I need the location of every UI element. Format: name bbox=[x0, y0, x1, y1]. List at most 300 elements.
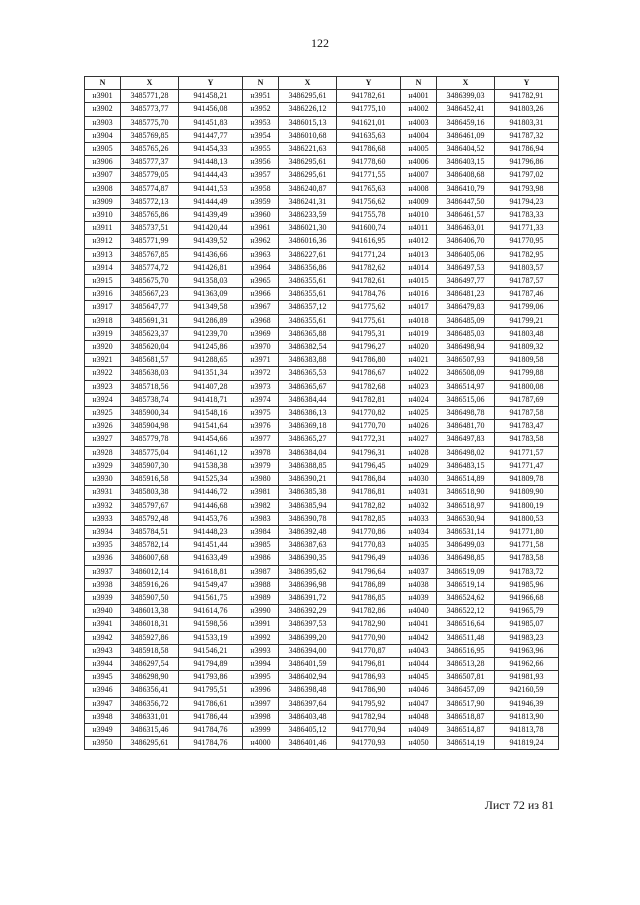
x-coordinate-cell: 3486388,85 bbox=[279, 459, 337, 472]
point-id-cell: н3954 bbox=[243, 129, 279, 142]
y-coordinate-cell: 941795,51 bbox=[179, 684, 243, 697]
coordinates-table bbox=[84, 76, 559, 750]
y-coordinate-cell: 941771,55 bbox=[337, 169, 401, 182]
y-coordinate-cell: 941765,63 bbox=[337, 182, 401, 195]
point-id-cell: н3903 bbox=[85, 116, 121, 129]
x-coordinate-cell: 3486404,52 bbox=[437, 143, 495, 156]
point-id-cell: н4041 bbox=[401, 618, 437, 631]
y-coordinate-cell: 941444,49 bbox=[179, 195, 243, 208]
y-coordinate-cell: 941799,88 bbox=[495, 367, 559, 380]
point-id-cell: н3947 bbox=[85, 697, 121, 710]
y-coordinate-cell: 941525,34 bbox=[179, 473, 243, 486]
point-id-cell: н3942 bbox=[85, 631, 121, 644]
column-header: N bbox=[243, 77, 279, 90]
point-id-cell: н3966 bbox=[243, 288, 279, 301]
x-coordinate-cell: 3486479,83 bbox=[437, 301, 495, 314]
table-row bbox=[85, 591, 559, 604]
point-id-cell: н4033 bbox=[401, 512, 437, 525]
point-id-cell: н3926 bbox=[85, 420, 121, 433]
column-header: N bbox=[401, 77, 437, 90]
x-coordinate-cell: 3485916,58 bbox=[121, 473, 179, 486]
y-coordinate-cell: 941946,39 bbox=[495, 697, 559, 710]
y-coordinate-cell: 941795,31 bbox=[337, 327, 401, 340]
x-coordinate-cell: 3486402,94 bbox=[279, 671, 337, 684]
y-coordinate-cell: 941782,86 bbox=[337, 605, 401, 618]
y-coordinate-cell: 941782,68 bbox=[337, 380, 401, 393]
y-coordinate-cell: 941618,81 bbox=[179, 565, 243, 578]
x-coordinate-cell: 3485765,26 bbox=[121, 143, 179, 156]
y-coordinate-cell: 941533,19 bbox=[179, 631, 243, 644]
point-id-cell: н4014 bbox=[401, 261, 437, 274]
point-id-cell: н4022 bbox=[401, 367, 437, 380]
x-coordinate-cell: 3486397,53 bbox=[279, 618, 337, 631]
y-coordinate-cell: 941426,81 bbox=[179, 261, 243, 274]
x-coordinate-cell: 3486399,03 bbox=[437, 90, 495, 103]
point-id-cell: н3941 bbox=[85, 618, 121, 631]
point-id-cell: н4010 bbox=[401, 209, 437, 222]
point-id-cell: н3995 bbox=[243, 671, 279, 684]
y-coordinate-cell: 941782,61 bbox=[337, 90, 401, 103]
y-coordinate-cell: 941453,76 bbox=[179, 512, 243, 525]
y-coordinate-cell: 941782,90 bbox=[337, 618, 401, 631]
point-id-cell: н4027 bbox=[401, 433, 437, 446]
point-id-cell: н3935 bbox=[85, 539, 121, 552]
point-id-cell: н3914 bbox=[85, 261, 121, 274]
point-id-cell: н3943 bbox=[85, 644, 121, 657]
y-coordinate-cell: 941454,66 bbox=[179, 433, 243, 446]
y-coordinate-cell: 941799,06 bbox=[495, 301, 559, 314]
x-coordinate-cell: 3485918,58 bbox=[121, 644, 179, 657]
x-coordinate-cell: 3486522,12 bbox=[437, 605, 495, 618]
table-row bbox=[85, 90, 559, 103]
y-coordinate-cell: 941782,61 bbox=[337, 275, 401, 288]
x-coordinate-cell: 3485907,50 bbox=[121, 591, 179, 604]
y-coordinate-cell: 941786,94 bbox=[495, 143, 559, 156]
y-coordinate-cell: 941803,26 bbox=[495, 103, 559, 116]
x-coordinate-cell: 3486390,78 bbox=[279, 512, 337, 525]
point-id-cell: н4036 bbox=[401, 552, 437, 565]
point-id-cell: н3984 bbox=[243, 525, 279, 538]
y-coordinate-cell: 942160,59 bbox=[495, 684, 559, 697]
point-id-cell: н3913 bbox=[85, 248, 121, 261]
x-coordinate-cell: 3486517,90 bbox=[437, 697, 495, 710]
x-coordinate-cell: 3486519,14 bbox=[437, 578, 495, 591]
x-coordinate-cell: 3486452,41 bbox=[437, 103, 495, 116]
point-id-cell: н4048 bbox=[401, 710, 437, 723]
table-row bbox=[85, 235, 559, 248]
table-header-row bbox=[85, 77, 559, 90]
point-id-cell: н4017 bbox=[401, 301, 437, 314]
y-coordinate-cell: 941783,58 bbox=[495, 552, 559, 565]
x-coordinate-cell: 3486394,00 bbox=[279, 644, 337, 657]
x-coordinate-cell: 3486516,95 bbox=[437, 644, 495, 657]
x-coordinate-cell: 3485691,31 bbox=[121, 314, 179, 327]
point-id-cell: н4019 bbox=[401, 327, 437, 340]
point-id-cell: н4005 bbox=[401, 143, 437, 156]
x-coordinate-cell: 3486497,53 bbox=[437, 261, 495, 274]
x-coordinate-cell: 3486497,83 bbox=[437, 433, 495, 446]
point-id-cell: н3945 bbox=[85, 671, 121, 684]
y-coordinate-cell: 941796,81 bbox=[337, 657, 401, 670]
point-id-cell: н3922 bbox=[85, 367, 121, 380]
point-id-cell: н4040 bbox=[401, 605, 437, 618]
point-id-cell: н3910 bbox=[85, 209, 121, 222]
y-coordinate-cell: 941797,02 bbox=[495, 169, 559, 182]
point-id-cell: н3917 bbox=[85, 301, 121, 314]
y-coordinate-cell: 941786,68 bbox=[337, 143, 401, 156]
x-coordinate-cell: 3486399,20 bbox=[279, 631, 337, 644]
point-id-cell: н3956 bbox=[243, 156, 279, 169]
y-coordinate-cell: 941983,23 bbox=[495, 631, 559, 644]
y-coordinate-cell: 941778,60 bbox=[337, 156, 401, 169]
point-id-cell: н4026 bbox=[401, 420, 437, 433]
y-coordinate-cell: 941796,49 bbox=[337, 552, 401, 565]
x-coordinate-cell: 3485916,26 bbox=[121, 578, 179, 591]
x-coordinate-cell: 3486518,97 bbox=[437, 499, 495, 512]
x-coordinate-cell: 3485775,70 bbox=[121, 116, 179, 129]
x-coordinate-cell: 3486012,14 bbox=[121, 565, 179, 578]
point-id-cell: н3999 bbox=[243, 723, 279, 736]
x-coordinate-cell: 3486365,27 bbox=[279, 433, 337, 446]
point-id-cell: н3971 bbox=[243, 354, 279, 367]
point-id-cell: н3965 bbox=[243, 275, 279, 288]
x-coordinate-cell: 3486241,31 bbox=[279, 195, 337, 208]
x-coordinate-cell: 3486357,12 bbox=[279, 301, 337, 314]
point-id-cell: н3969 bbox=[243, 327, 279, 340]
x-coordinate-cell: 3486395,62 bbox=[279, 565, 337, 578]
x-coordinate-cell: 3486221,63 bbox=[279, 143, 337, 156]
table-row bbox=[85, 684, 559, 697]
x-coordinate-cell: 3486387,63 bbox=[279, 539, 337, 552]
x-coordinate-cell: 3485779,78 bbox=[121, 433, 179, 446]
x-coordinate-cell: 3485772,13 bbox=[121, 195, 179, 208]
x-coordinate-cell: 3485738,74 bbox=[121, 393, 179, 406]
point-id-cell: н4021 bbox=[401, 354, 437, 367]
x-coordinate-cell: 3486514,89 bbox=[437, 473, 495, 486]
x-coordinate-cell: 3485681,57 bbox=[121, 354, 179, 367]
y-coordinate-cell: 941770,83 bbox=[337, 539, 401, 552]
x-coordinate-cell: 3486514,87 bbox=[437, 723, 495, 736]
y-coordinate-cell: 941770,86 bbox=[337, 525, 401, 538]
y-coordinate-cell: 941800,19 bbox=[495, 499, 559, 512]
point-id-cell: н4013 bbox=[401, 248, 437, 261]
table-row bbox=[85, 116, 559, 129]
point-id-cell: н3980 bbox=[243, 473, 279, 486]
y-coordinate-cell: 941784,76 bbox=[179, 737, 243, 750]
y-coordinate-cell: 941548,16 bbox=[179, 407, 243, 420]
point-id-cell: н4015 bbox=[401, 275, 437, 288]
y-coordinate-cell: 941454,33 bbox=[179, 143, 243, 156]
x-coordinate-cell: 3485784,51 bbox=[121, 525, 179, 538]
y-coordinate-cell: 941444,43 bbox=[179, 169, 243, 182]
x-coordinate-cell: 3485769,85 bbox=[121, 129, 179, 142]
table-row bbox=[85, 327, 559, 340]
point-id-cell: н3920 bbox=[85, 341, 121, 354]
x-coordinate-cell: 3486463,01 bbox=[437, 222, 495, 235]
point-id-cell: н3950 bbox=[85, 737, 121, 750]
y-coordinate-cell: 941783,33 bbox=[495, 209, 559, 222]
x-coordinate-cell: 3485647,77 bbox=[121, 301, 179, 314]
point-id-cell: н3940 bbox=[85, 605, 121, 618]
x-coordinate-cell: 3485777,37 bbox=[121, 156, 179, 169]
x-coordinate-cell: 3486010,68 bbox=[279, 129, 337, 142]
x-coordinate-cell: 3486524,62 bbox=[437, 591, 495, 604]
x-coordinate-cell: 3486397,64 bbox=[279, 697, 337, 710]
point-id-cell: н3988 bbox=[243, 578, 279, 591]
y-coordinate-cell: 941786,61 bbox=[179, 697, 243, 710]
y-coordinate-cell: 941541,64 bbox=[179, 420, 243, 433]
x-coordinate-cell: 3486513,28 bbox=[437, 657, 495, 670]
point-id-cell: н3905 bbox=[85, 143, 121, 156]
point-id-cell: н3948 bbox=[85, 710, 121, 723]
y-coordinate-cell: 941451,44 bbox=[179, 539, 243, 552]
y-coordinate-cell: 941803,31 bbox=[495, 116, 559, 129]
y-coordinate-cell: 941787,58 bbox=[495, 407, 559, 420]
x-coordinate-cell: 3486295,61 bbox=[279, 90, 337, 103]
y-coordinate-cell: 941770,94 bbox=[337, 723, 401, 736]
point-id-cell: н4037 bbox=[401, 565, 437, 578]
y-coordinate-cell: 941787,32 bbox=[495, 129, 559, 142]
x-coordinate-cell: 3485771,28 bbox=[121, 90, 179, 103]
point-id-cell: н3934 bbox=[85, 525, 121, 538]
y-coordinate-cell: 941771,80 bbox=[495, 525, 559, 538]
y-coordinate-cell: 941793,86 bbox=[179, 671, 243, 684]
point-id-cell: н4029 bbox=[401, 459, 437, 472]
y-coordinate-cell: 941358,03 bbox=[179, 275, 243, 288]
x-coordinate-cell: 3486447,50 bbox=[437, 195, 495, 208]
table-row bbox=[85, 657, 559, 670]
point-id-cell: н3978 bbox=[243, 446, 279, 459]
point-id-cell: н3959 bbox=[243, 195, 279, 208]
y-coordinate-cell: 941635,63 bbox=[337, 129, 401, 142]
y-coordinate-cell: 941288,65 bbox=[179, 354, 243, 367]
y-coordinate-cell: 941616,95 bbox=[337, 235, 401, 248]
point-id-cell: н3993 bbox=[243, 644, 279, 657]
table-row bbox=[85, 195, 559, 208]
y-coordinate-cell: 941756,62 bbox=[337, 195, 401, 208]
x-coordinate-cell: 3485737,51 bbox=[121, 222, 179, 235]
y-coordinate-cell: 941796,64 bbox=[337, 565, 401, 578]
point-id-cell: н3923 bbox=[85, 380, 121, 393]
y-coordinate-cell: 941598,56 bbox=[179, 618, 243, 631]
point-id-cell: н3937 bbox=[85, 565, 121, 578]
y-coordinate-cell: 941819,24 bbox=[495, 737, 559, 750]
x-coordinate-cell: 3486298,90 bbox=[121, 671, 179, 684]
y-coordinate-cell: 941786,67 bbox=[337, 367, 401, 380]
table-row bbox=[85, 710, 559, 723]
table-row bbox=[85, 182, 559, 195]
point-id-cell: н3996 bbox=[243, 684, 279, 697]
x-coordinate-cell: 3486518,90 bbox=[437, 486, 495, 499]
y-coordinate-cell: 941796,86 bbox=[495, 156, 559, 169]
y-coordinate-cell: 941633,49 bbox=[179, 552, 243, 565]
x-coordinate-cell: 3485904,98 bbox=[121, 420, 179, 433]
table-row bbox=[85, 697, 559, 710]
y-coordinate-cell: 941786,80 bbox=[337, 354, 401, 367]
point-id-cell: н4006 bbox=[401, 156, 437, 169]
point-id-cell: н3958 bbox=[243, 182, 279, 195]
table-row bbox=[85, 605, 559, 618]
column-header: X bbox=[437, 77, 495, 90]
x-coordinate-cell: 3486507,93 bbox=[437, 354, 495, 367]
y-coordinate-cell: 941783,72 bbox=[495, 565, 559, 578]
y-coordinate-cell: 941784,76 bbox=[179, 723, 243, 736]
x-coordinate-cell: 3486384,04 bbox=[279, 446, 337, 459]
x-coordinate-cell: 3486384,44 bbox=[279, 393, 337, 406]
x-coordinate-cell: 3486021,30 bbox=[279, 222, 337, 235]
point-id-cell: н3946 bbox=[85, 684, 121, 697]
point-id-cell: н3901 bbox=[85, 90, 121, 103]
table-row bbox=[85, 222, 559, 235]
point-id-cell: н3962 bbox=[243, 235, 279, 248]
table-row bbox=[85, 367, 559, 380]
table-row bbox=[85, 314, 559, 327]
y-coordinate-cell: 941451,83 bbox=[179, 116, 243, 129]
y-coordinate-cell: 941809,32 bbox=[495, 341, 559, 354]
x-coordinate-cell: 3486483,15 bbox=[437, 459, 495, 472]
y-coordinate-cell: 941456,08 bbox=[179, 103, 243, 116]
table-row bbox=[85, 420, 559, 433]
x-coordinate-cell: 3486355,61 bbox=[279, 314, 337, 327]
point-id-cell: н4009 bbox=[401, 195, 437, 208]
point-id-cell: н3964 bbox=[243, 261, 279, 274]
y-coordinate-cell: 941782,95 bbox=[495, 248, 559, 261]
point-id-cell: н3973 bbox=[243, 380, 279, 393]
x-coordinate-cell: 3486398,48 bbox=[279, 684, 337, 697]
point-id-cell: н4042 bbox=[401, 631, 437, 644]
y-coordinate-cell: 941349,58 bbox=[179, 301, 243, 314]
point-id-cell: н3960 bbox=[243, 209, 279, 222]
x-coordinate-cell: 3486405,12 bbox=[279, 723, 337, 736]
y-coordinate-cell: 941809,78 bbox=[495, 473, 559, 486]
point-id-cell: н3930 bbox=[85, 473, 121, 486]
x-coordinate-cell: 3485775,04 bbox=[121, 446, 179, 459]
x-coordinate-cell: 3486356,86 bbox=[279, 261, 337, 274]
table-row bbox=[85, 341, 559, 354]
y-coordinate-cell: 941809,90 bbox=[495, 486, 559, 499]
y-coordinate-cell: 941782,94 bbox=[337, 710, 401, 723]
x-coordinate-cell: 3485638,03 bbox=[121, 367, 179, 380]
x-coordinate-cell: 3486295,61 bbox=[279, 156, 337, 169]
point-id-cell: н4028 bbox=[401, 446, 437, 459]
y-coordinate-cell: 941448,23 bbox=[179, 525, 243, 538]
x-coordinate-cell: 3486365,67 bbox=[279, 380, 337, 393]
x-coordinate-cell: 3485927,86 bbox=[121, 631, 179, 644]
point-id-cell: н4002 bbox=[401, 103, 437, 116]
point-id-cell: н3968 bbox=[243, 314, 279, 327]
y-coordinate-cell: 941981,93 bbox=[495, 671, 559, 684]
x-coordinate-cell: 3486518,87 bbox=[437, 710, 495, 723]
y-coordinate-cell: 941418,71 bbox=[179, 393, 243, 406]
x-coordinate-cell: 3486515,06 bbox=[437, 393, 495, 406]
point-id-cell: н4050 bbox=[401, 737, 437, 750]
y-coordinate-cell: 941796,31 bbox=[337, 446, 401, 459]
table-row bbox=[85, 169, 559, 182]
point-id-cell: н3972 bbox=[243, 367, 279, 380]
y-coordinate-cell: 941799,21 bbox=[495, 314, 559, 327]
point-id-cell: н4016 bbox=[401, 288, 437, 301]
x-coordinate-cell: 3486485,03 bbox=[437, 327, 495, 340]
y-coordinate-cell: 941775,62 bbox=[337, 301, 401, 314]
y-coordinate-cell: 941793,98 bbox=[495, 182, 559, 195]
point-id-cell: н4044 bbox=[401, 657, 437, 670]
point-id-cell: н4043 bbox=[401, 644, 437, 657]
y-coordinate-cell: 941803,57 bbox=[495, 261, 559, 274]
point-id-cell: н4011 bbox=[401, 222, 437, 235]
x-coordinate-cell: 3486391,72 bbox=[279, 591, 337, 604]
point-id-cell: н4034 bbox=[401, 525, 437, 538]
table-row bbox=[85, 578, 559, 591]
y-coordinate-cell: 941772,31 bbox=[337, 433, 401, 446]
x-coordinate-cell: 3486240,87 bbox=[279, 182, 337, 195]
y-coordinate-cell: 941771,33 bbox=[495, 222, 559, 235]
table-row bbox=[85, 156, 559, 169]
y-coordinate-cell: 941782,85 bbox=[337, 512, 401, 525]
point-id-cell: н3906 bbox=[85, 156, 121, 169]
table-row bbox=[85, 565, 559, 578]
point-id-cell: н3975 bbox=[243, 407, 279, 420]
x-coordinate-cell: 3486405,06 bbox=[437, 248, 495, 261]
point-id-cell: н3932 bbox=[85, 499, 121, 512]
y-coordinate-cell: 941783,47 bbox=[495, 420, 559, 433]
point-id-cell: н3925 bbox=[85, 407, 121, 420]
x-coordinate-cell: 3485620,04 bbox=[121, 341, 179, 354]
point-id-cell: н3904 bbox=[85, 129, 121, 142]
point-id-cell: н3921 bbox=[85, 354, 121, 367]
y-coordinate-cell: 941771,57 bbox=[495, 446, 559, 459]
x-coordinate-cell: 3485782,14 bbox=[121, 539, 179, 552]
y-coordinate-cell: 941458,21 bbox=[179, 90, 243, 103]
y-coordinate-cell: 941436,66 bbox=[179, 248, 243, 261]
y-coordinate-cell: 941963,96 bbox=[495, 644, 559, 657]
table-row bbox=[85, 407, 559, 420]
y-coordinate-cell: 941803,48 bbox=[495, 327, 559, 340]
y-coordinate-cell: 941985,07 bbox=[495, 618, 559, 631]
y-coordinate-cell: 941420,44 bbox=[179, 222, 243, 235]
y-coordinate-cell: 941363,09 bbox=[179, 288, 243, 301]
y-coordinate-cell: 941794,23 bbox=[495, 195, 559, 208]
y-coordinate-cell: 941795,92 bbox=[337, 697, 401, 710]
point-id-cell: н3951 bbox=[243, 90, 279, 103]
y-coordinate-cell: 941786,89 bbox=[337, 578, 401, 591]
y-coordinate-cell: 941561,75 bbox=[179, 591, 243, 604]
x-coordinate-cell: 3486355,61 bbox=[279, 275, 337, 288]
table-row bbox=[85, 737, 559, 750]
column-header: Y bbox=[179, 77, 243, 90]
point-id-cell: н3911 bbox=[85, 222, 121, 235]
x-coordinate-cell: 3486485,09 bbox=[437, 314, 495, 327]
y-coordinate-cell: 941755,78 bbox=[337, 209, 401, 222]
y-coordinate-cell: 941351,34 bbox=[179, 367, 243, 380]
point-id-cell: н4020 bbox=[401, 341, 437, 354]
y-coordinate-cell: 941546,21 bbox=[179, 644, 243, 657]
x-coordinate-cell: 3486459,16 bbox=[437, 116, 495, 129]
y-coordinate-cell: 941813,90 bbox=[495, 710, 559, 723]
y-coordinate-cell: 941614,76 bbox=[179, 605, 243, 618]
point-id-cell: н4001 bbox=[401, 90, 437, 103]
x-coordinate-cell: 3485900,34 bbox=[121, 407, 179, 420]
point-id-cell: н4007 bbox=[401, 169, 437, 182]
table-row bbox=[85, 248, 559, 261]
point-id-cell: н4030 bbox=[401, 473, 437, 486]
x-coordinate-cell: 3486369,18 bbox=[279, 420, 337, 433]
point-id-cell: н4039 bbox=[401, 591, 437, 604]
point-id-cell: н3928 bbox=[85, 446, 121, 459]
point-id-cell: н4045 bbox=[401, 671, 437, 684]
y-coordinate-cell: 941439,52 bbox=[179, 235, 243, 248]
point-id-cell: н3919 bbox=[85, 327, 121, 340]
point-id-cell: н4023 bbox=[401, 380, 437, 393]
